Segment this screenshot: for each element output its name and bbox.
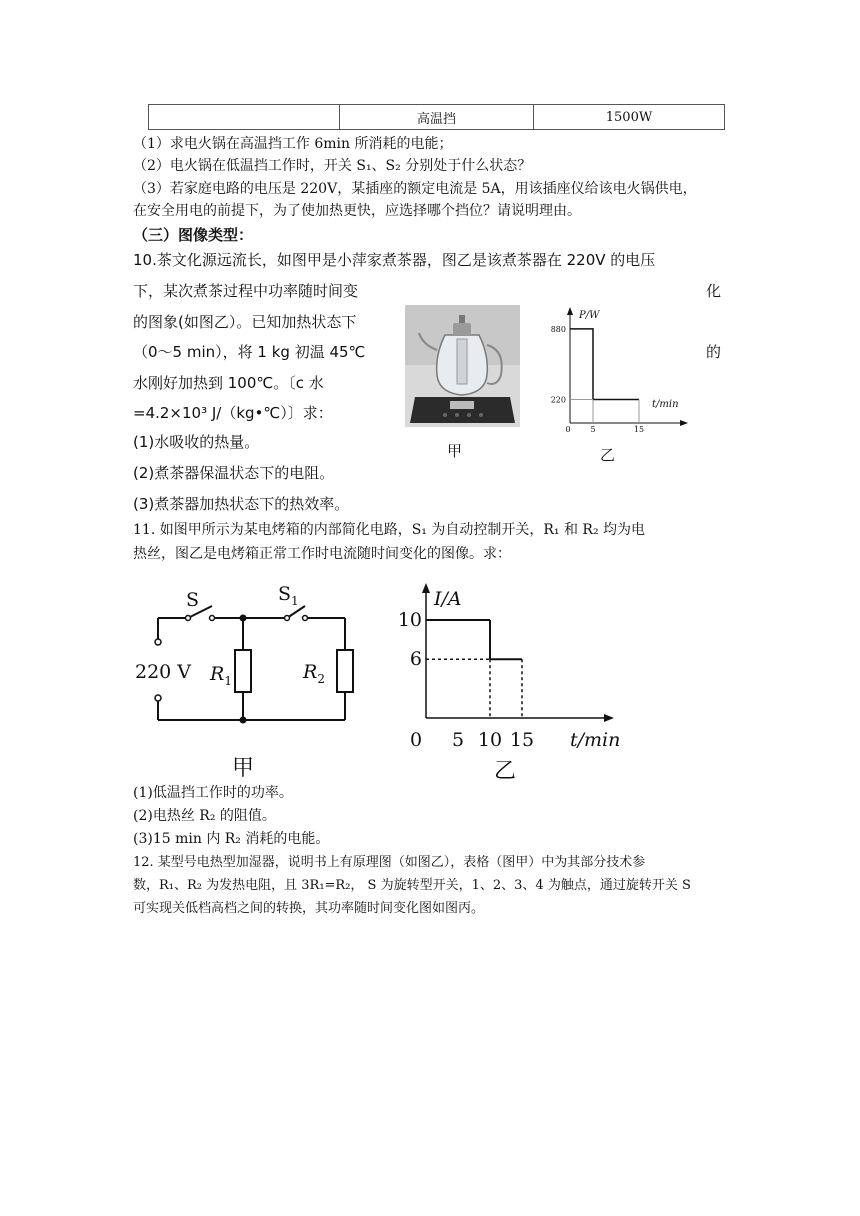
- q10-question-1: (1)水吸收的热量。: [133, 433, 260, 451]
- x-tick-label: 15: [509, 729, 535, 751]
- switch-s1-label: $S_1$: [278, 583, 299, 608]
- y-tick-label: 220: [550, 395, 566, 405]
- q10-question-2: (2)煮茶器保温状态下的电阻。: [133, 464, 335, 482]
- q10-line-2: 下，某次煮茶过程中功率随时间变: [133, 282, 359, 300]
- x-axis-label: t/min: [570, 729, 621, 751]
- y-axis-label: P/W: [579, 310, 600, 321]
- junction-top: [240, 615, 247, 622]
- x-tick-label: 0: [409, 729, 423, 751]
- photo-caption: 甲: [447, 442, 463, 460]
- spec-table: [148, 104, 725, 130]
- y-axis-arrow: [567, 307, 573, 315]
- q11-question-1: (1)低温挡工作时的功率。: [133, 785, 293, 801]
- x-tick-label: 0: [565, 425, 571, 433]
- x-tick-label: 5: [451, 729, 465, 751]
- q12-line-2: 数，R₁、R₂ 为发热电阻，且 3R₁=R₂， S 为旋转型开关，1、2、3、4 为触点，通过旋转开关 S: [133, 878, 691, 893]
- q10-right-word-2: 的: [706, 343, 722, 361]
- q10-question-3: (3)煮茶器加热状态下的热效率。: [133, 495, 350, 513]
- q10-line-6: =4.2×10³ J/（kg•℃）〕求：: [133, 404, 333, 422]
- x-tick-label: 15: [633, 425, 645, 433]
- q10-line-1: 10.茶文化源远流长，如图甲是小萍家煮茶器，图乙是该煮茶器在 220V 的电压: [133, 251, 656, 269]
- table-cell: 1500W: [534, 105, 725, 130]
- q11-line-2: 热丝，图乙是电烤箱正常工作时电流随时间变化的图像。求：: [133, 546, 511, 562]
- terminal-bottom: [155, 695, 161, 701]
- y-axis-label: I/A: [434, 588, 462, 610]
- q9-item-1: （1）求电火锅在高温挡工作 6min 所消耗的电能；: [133, 136, 453, 152]
- circuit-diagram: [130, 580, 370, 780]
- y-tick-label: 880: [550, 324, 566, 334]
- circuit-caption: 甲: [231, 756, 255, 780]
- terminal-top: [155, 639, 161, 645]
- q10-line-4: （0～5 min），将 1 kg 初温 45℃: [133, 343, 366, 361]
- power-series-line: [570, 329, 639, 400]
- q10-line-3: 的图象(如图乙）。已知加热状态下: [133, 313, 357, 331]
- table-row: [149, 105, 725, 130]
- q12-line-1: 12. 某型号电热型加湿器，说明书上有原理图（如图乙），表格（图甲）中为其部分技术参: [133, 855, 646, 870]
- table-cell: [149, 105, 340, 130]
- power-time-graph: [548, 303, 688, 433]
- switch-s-label: S: [186, 589, 200, 611]
- q9-item-3-cont: 在安全用电的前提下，为了使加热更快，应选择哪个挡位？请说明理由。: [133, 203, 581, 219]
- r1-label: $R_1$: [210, 663, 232, 688]
- q9-item-3: （3）若家庭电路的电压是 220V，某插座的额定电流是 5A，用该插座仪给该电火锅供电，: [133, 181, 697, 197]
- junction-bottom: [240, 717, 247, 724]
- x-axis-arrow: [680, 420, 688, 426]
- x-axis-arrow: [604, 714, 614, 722]
- q11-line-1: 11. 如图甲所示为某电烤箱的内部简化电路，S₁ 为自动控制开关，R₁ 和 R₂ 均为电: [133, 522, 646, 538]
- x-tick-label: 10: [477, 729, 503, 751]
- voltage-label: 220 V: [135, 661, 192, 683]
- x-axis-label: t/min: [652, 399, 679, 410]
- x-tick-label: 5: [590, 425, 596, 433]
- r2-label: $R_2$: [303, 661, 325, 686]
- table-cell: 高温挡: [340, 105, 534, 130]
- q11-question-2: (2)电热丝 R₂ 的阻值。: [133, 808, 276, 824]
- y-tick-label: 6: [409, 648, 422, 671]
- q10-line-5: 水刚好加热到 100℃。〔c 水: [133, 374, 324, 392]
- y-axis-arrow: [422, 583, 430, 593]
- q12-line-3: 可实现关低档高档之间的转换，其功率随时间变化图如图丙。: [133, 901, 485, 916]
- graph-caption: 乙: [600, 446, 616, 464]
- q11-question-3: (3)15 min 内 R₂ 消耗的电能。: [133, 831, 330, 847]
- section-title: （三）图像类型：: [133, 226, 254, 244]
- q9-item-2: （2）电火锅在低温挡工作时，开关 S₁、S₂ 分别处于什么状态？: [133, 158, 532, 174]
- y-tick-label: 10: [397, 609, 422, 631]
- graph-caption: 乙: [493, 759, 517, 784]
- current-time-graph: [390, 580, 635, 785]
- q10-right-word-1: 化: [706, 282, 722, 300]
- teapot-photo: [405, 305, 520, 427]
